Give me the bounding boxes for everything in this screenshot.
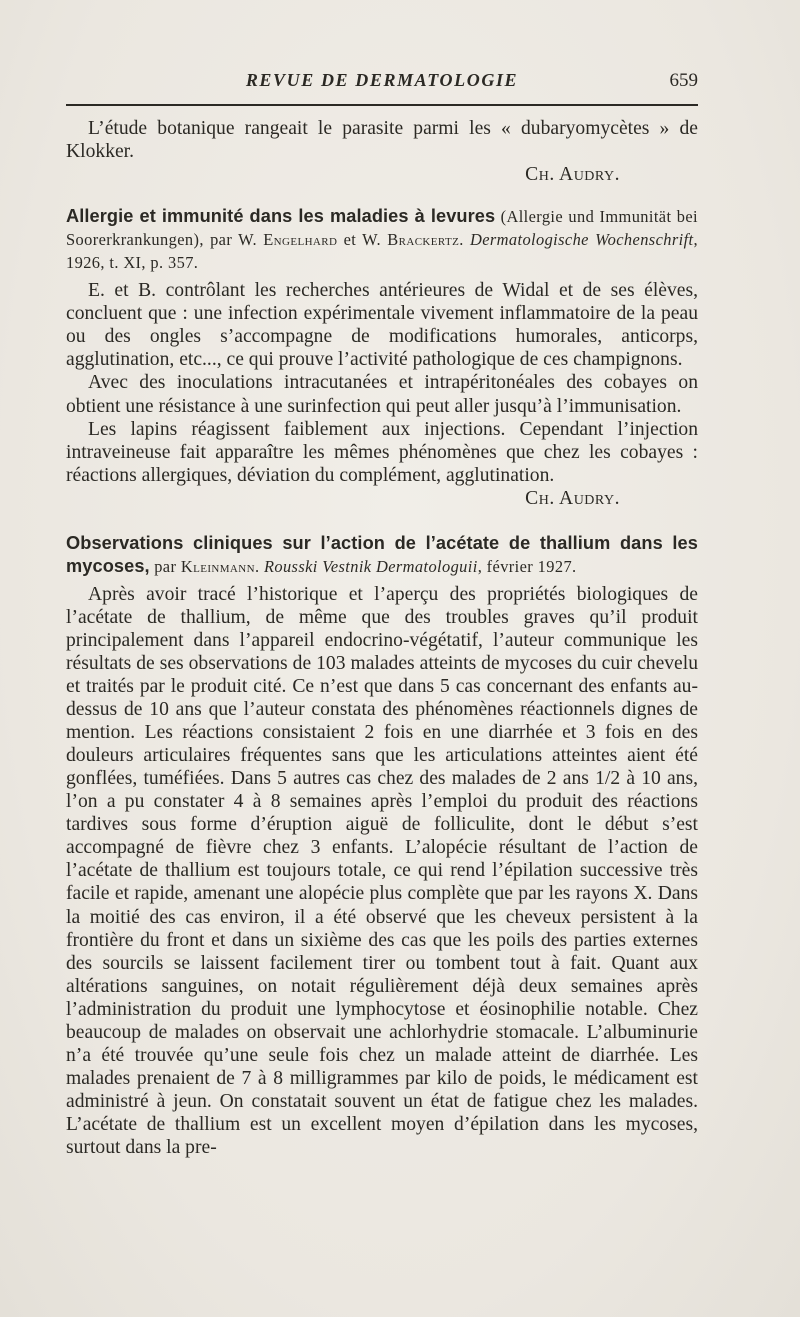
review-thallium-paragraph: Après avoir tracé l’historique et l’aperçu des propriétés biologiques de l’acétate de thallium, de même que des troubles graves qu’il produit principalement dans l’appareil endocrino-végétatif, l’auteur communique les résultats de ses observations de 103 malades atteints de mycoses du cuir chevelu et traités par le produit cité. Ce n’est que dans 5 cas concernant des enfants au-dessus de 10 ans que l’auteur constata des phénomènes réactionnels dignes de mention. Les réactions consistaient 2 fois en une diarrhée et 3 fois en des douleurs articulaires fréquentes sans que les articulations atteintes aient été gonflées, tuméfiées. Dans 5 autres cas chez des malades de 2 ans 1/2 à 10 ans, l’on a pu constater 4 à 8 semaines après l’emploi du produit des réactions tardives sous forme d’éruption aiguë de folliculite, dont le début s’est accompagné de fièvre chez 3 enfants. L’alopécie résultant de l’action de l’acétate de thallium est toujours totale, ce qui rend l’épilation successive très facile et rapide, amenant une alopécie plus complète que par les rayons X. Dans la moitié des cas environ, il a été observé que les cheveux persistent à la frontière du front et dans un sixième des cas que les poils des parties externes des sourcils se laissent facilement tirer ou tombent tout à fait. Quant aux altérations sanguines, on notait régulièrement déjà deux semaines après l’administration du produit une lymphocytose et éosinophilie notable. Chez beaucoup de malades on observait une achlorhydrie stomacale. L’albuminurie n’a été trouvée qu’une seule fois chez un malade atteint de diarrhée. Les malades prenaient de 7 à 8 milligrammes par kilo de poids, le médicament est administré à jeun. On constatait souvent un état de fatigue chez les malades. L’acétate de thallium est un excellent moyen d’épilation dans les mycoses, surtout dans la pre-	[66, 583, 698, 1158]
review-tail	[66, 117, 698, 186]
review-thallium-author: Kleinmann	[180, 556, 255, 576]
review-thallium-ref-dot: .	[254, 556, 264, 576]
review-allergie-ref-et: et W.	[337, 230, 388, 250]
review-allergie-ref-dot: .	[459, 230, 470, 250]
review-allergie-author2: Brackertz	[387, 230, 460, 250]
review-allergie-paragraph-1: E. et B. contrôlant les recherches antérieures de Widal et de ses élèves, concluent que : une infection expérimentale vivement inflammatoire de la peau ou des ongles s’accompagne de modifications humorales, anticorps, agglutination, etc..., ce qui prouve l’activité pathologique de ces champignons.	[66, 280, 698, 371]
review-thallium-ref-suffix: , février 1927.	[477, 556, 577, 576]
review-allergie-paragraph-3: Les lapins réagissent faiblement aux injections. Cependant l’injection intraveineuse fait apparaître les mêmes phénomènes que chez les cobayes : réactions allergiques, déviation du complément, agglutination.	[66, 418, 698, 486]
review-allergie-author: Ch. Audry.	[525, 487, 620, 509]
page-body	[66, 117, 698, 1159]
review-thallium-journal: Rousski Vestnik Dermatologuii	[263, 556, 478, 576]
review-allergie-ref-suffix: , 1926, t. XI, p. 357.	[66, 230, 698, 273]
review-tail-author: Ch. Audry.	[525, 164, 620, 186]
review-thallium	[66, 532, 698, 1159]
running-title: REVUE DE DERMATOLOGIE	[245, 70, 519, 90]
review-allergie-title: Allergie et immunité dans les maladies à levures	[66, 206, 496, 227]
review-allergie-journal: Dermatologische Wochenschrift	[469, 230, 694, 250]
review-allergie	[66, 205, 698, 510]
review-allergie-heading	[66, 205, 698, 274]
review-allergie-author1: Engelhard	[263, 230, 338, 250]
review-thallium-title: Observations cliniques sur l’action de l’acétate de thallium dans les mycoses,	[66, 532, 698, 576]
page-number: 659	[669, 70, 698, 91]
review-tail-signature-line	[66, 163, 698, 186]
review-allergie-paragraph-2: Avec des inoculations intracutanées et intrapéritonéales des cobayes on obtient une résistance à une surinfection qui peut aller jusqu’à l’immunisation.	[66, 372, 698, 417]
review-thallium-ref-par: par	[149, 556, 181, 576]
review-allergie-ref-prefix: (Allergie und Immunität bei Soorerkrankungen), par W.	[66, 207, 698, 250]
review-tail-text: L’étude botanique rangeait le parasite parmi les « dubaryomycètes » de Klokker.	[66, 118, 698, 163]
header-rule	[66, 104, 698, 106]
page-header	[66, 70, 698, 94]
review-thallium-heading	[66, 532, 698, 578]
review-allergie-signature-line	[66, 487, 698, 510]
